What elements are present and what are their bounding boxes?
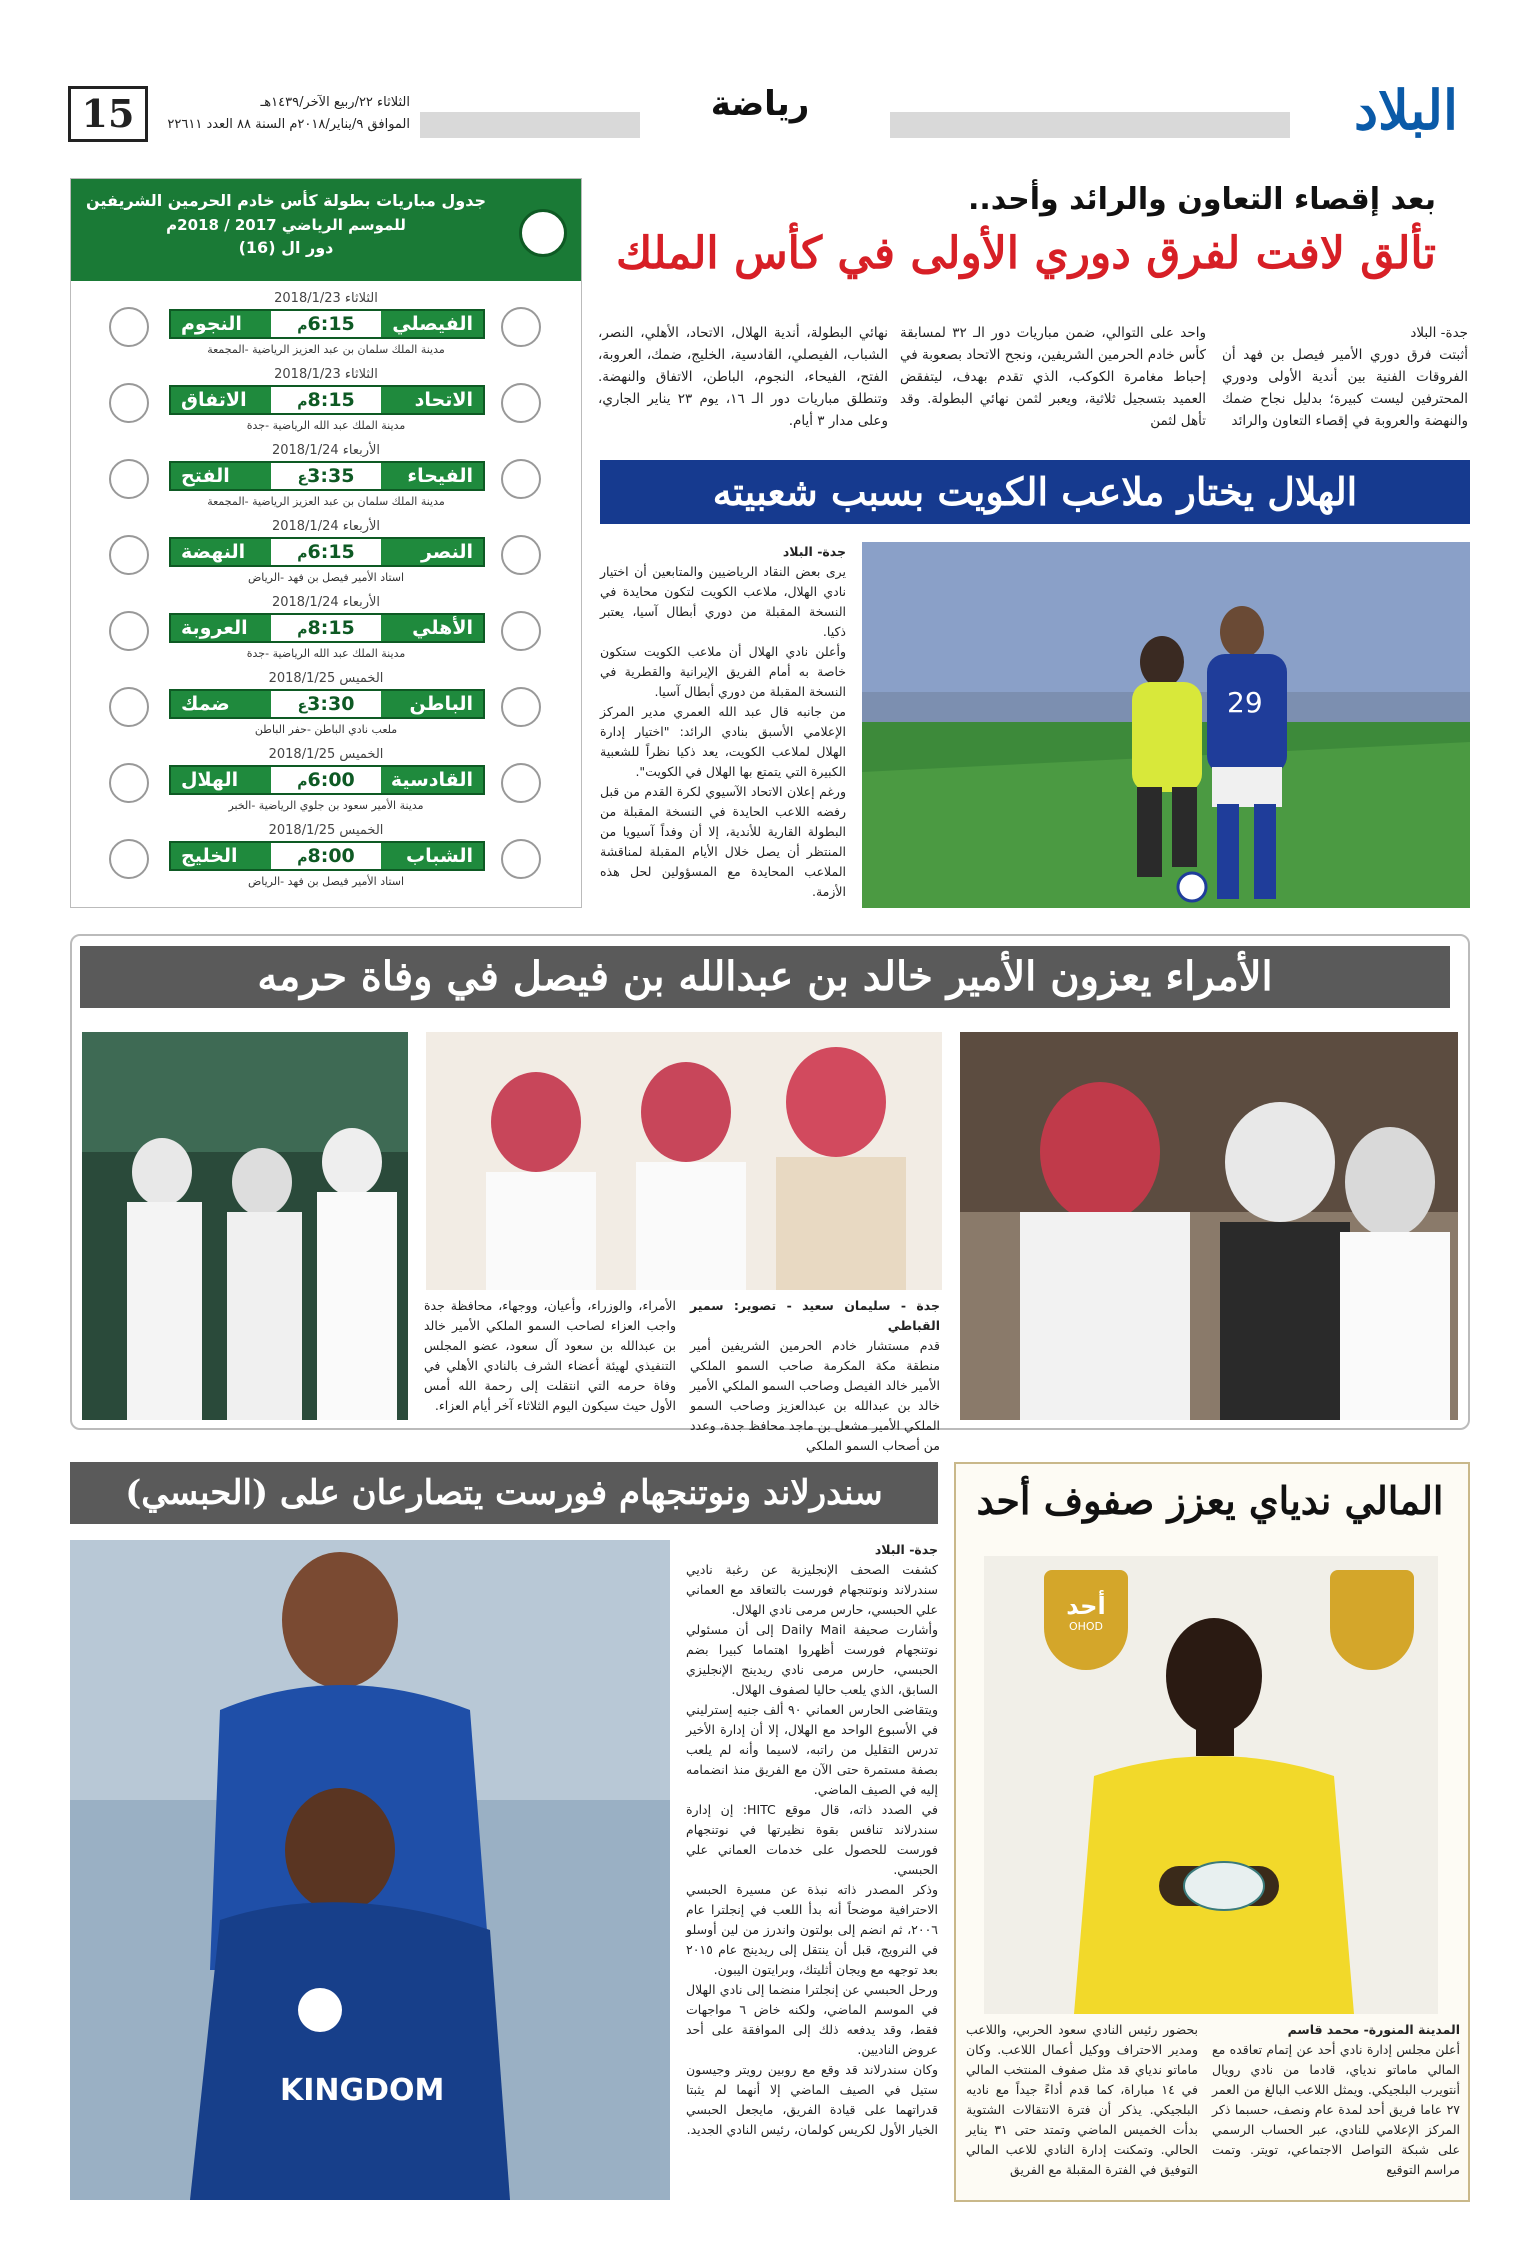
schedule-header <box>71 179 581 281</box>
away-team: العروبة <box>181 617 248 639</box>
match-date: الخميس 2018/1/25 <box>268 823 384 838</box>
match-venue: مدينة الملك سلمان بن عبد العزيز الرياضية -المجمعة <box>207 495 445 508</box>
lead-col-3: نهائي البطولة، أندية الهلال، الاتحاد، الأهلي، النصر، الشباب، الفيصلي، القادسية، الخليج، ضمك، العروبة، الفتح، الفيحاء، النجوم، الباطن، الاتفاق والنهضة. وتنطلق مباريات دور الـ ١٦، يوم ٢٣ يناير الجاري، وعلى مدار ٣ أيام. <box>598 325 889 429</box>
ndiaye-col-2: بحضور رئيس النادي سعود الحربي، واللاعب ومدير الاحتراف ووكيل أعمال اللاعب. وكان ماماتو ندياي قد مثل صفوف المنتخب المالي في ١٤ مباراة، كما قدم أداءً جيداً مع ناديه البلجيكي. يذكر أن فترة الانتقالات الشتوية بدأت الخميس الماضي وتمتد حتى ٣١ يناير الحالي. وتمكنت إدارة النادي للاعب المالي التوفيق في الفترة المقبلة مع الفريق <box>966 2022 1198 2177</box>
hilal-photo <box>862 542 1470 908</box>
away-team: الفتح <box>181 465 230 487</box>
match-bar <box>169 841 485 871</box>
schedule-round: دور ال (16) <box>238 238 334 257</box>
match-date: الخميس 2018/1/25 <box>268 671 384 686</box>
date-line <box>160 92 410 136</box>
newspaper-logo: البلاد <box>1353 78 1458 142</box>
players-celebrating-image <box>70 1540 670 2200</box>
condolence-headline: الأمراء يعزون الأمير خالد بن عبدالله بن فيصل في وفاة حرمه <box>80 946 1450 1008</box>
hilal-byline: جدة- البلاد <box>782 544 846 559</box>
match-venue: استاد الأمير فيصل بن فهد -الرياض <box>247 875 405 888</box>
match-row <box>71 291 581 365</box>
away-team: الخليج <box>181 845 238 867</box>
sunderland-headline: سندرلاند ونوتنجهام فورست يتصارعان على (الحبسي) <box>70 1462 938 1524</box>
match-row <box>71 519 581 593</box>
kickoff-time: 3:35 <box>307 465 355 487</box>
kickoff-ampm: ع <box>297 470 308 486</box>
date-hijri: الثلاثاء ٢٢/ربيع الآخر/١٤٣٩هـ <box>260 95 410 110</box>
football-match-image <box>862 542 1470 908</box>
away-team-crest-icon <box>109 611 149 651</box>
home-team-crest-icon <box>501 687 541 727</box>
sunderland-text: كشفت الصحف الإنجليزية عن رغبة ناديي سندرلاند ونوتنجهام فورست بالتعاقد مع العماني علي الحبسي، حارس مرمى نادي الهلال. وأشارت صحيفة Daily Mail إلى أن مسئولي نوتنجهام فورست أظهروا اهتماما كبيرا بضم الحبسي، حارس مرمى نادي ريدينج الإنجليزي السابق، الذي يلعب حاليا لصفوف الهلال. ويتقاضى الحارس العماني ٩٠ ألف جنيه إسترليني في الأسبوع الواحد مع الهلال، إلا أن إدارة الأخير تدرس التقليل من راتبه، لاسيما وأنه لم يلعب بصفة مستمرة حتى الآن مع الفريق منذ انضمامه إليه في الصيف الماضي. في الصدد ذاته، قال موقع HITC: إن إدارة سندرلاند تنافس بقوة نظيرتها في نوتنجهام فورست للحصول على خدمات العماني علي الحبسي. وذكر المصدر ذاته نبذة عن مسيرة الحبسي الاحترافية موضحاً أنه بدأ اللعب في إنجلترا عام ٢٠٠٦، ثم انضم إلى بولتون واندرز من لين أوسلو في النرويج، قبل أن ينتقل إلى ريدينج عام ٢٠١٥ بعد توجهه مع ويجان أثليتك، وبرايتون اليبون. ورحل الحبسي عن إنجلترا منضما إلى نادي الهلال في الموسم الماضي، ولكنه خاض ٦ مواجهات فقط، وقد يدفعه ذلك إلى الموافقة على أحد عروض الناديين. وكان سندرلاند قد وقع مع روبين رويتر وجيسون ستيل في الصيف الماضي إلا أنهما لم يثبتا قدراتهما على قيادة الفريق، مايجعل الحبسي الخيار الأول لكريس كولمان، رئيس النادي الجديد. <box>686 1562 938 2137</box>
match-time <box>271 691 381 717</box>
condolence-byline: جدة - سليمان سعيد - تصوير: سمير القباطي <box>690 1298 940 1333</box>
svg-text:29: 29 <box>1227 686 1263 719</box>
home-team-crest-icon <box>501 839 541 879</box>
home-team: الفيحاء <box>407 465 473 487</box>
player-figure <box>984 1556 1438 2014</box>
schedule-season: للموسم الرياضي 2017 / 2018م <box>166 216 406 234</box>
match-venue: مدينة الملك عبد الله الرياضية -جدة <box>246 647 406 660</box>
away-team: ضمك <box>181 693 230 715</box>
match-date: الخميس 2018/1/25 <box>268 747 384 762</box>
condolence-photo-2 <box>426 1032 942 1290</box>
match-date: الثلاثاء 2018/1/23 <box>274 367 378 382</box>
badge-sub: OHOD <box>1068 1620 1104 1633</box>
match-row <box>71 443 581 517</box>
match-date: الأربعاء 2018/1/24 <box>271 443 381 458</box>
match-date: الثلاثاء 2018/1/23 <box>274 291 378 306</box>
lead-col-1: جدة- البلاد أثبتت فرق دوري الأمير فيصل بن فهد أن الفروقات الفنية بين أندية الأولى ودوري المحترفين ليست كبيرة؛ بدليل نجاح ضمك والنهضة والعروبة في إقصاء التعاون والرائد <box>1222 325 1468 429</box>
header-rule-left <box>420 112 640 138</box>
away-team: النجوم <box>181 313 242 335</box>
away-team-crest-icon <box>109 687 149 727</box>
condolence-text-1: قدم مستشار خادم الحرمين الشريفين أمير منطقة مكة المكرمة صاحب السمو الملكي الأمير خالد الفيصل وصاحب السمو الملكي الأمير خالد بن عبدالله بن عبدالعزيز وصاحب السمو الملكي الأمير مشعل بن ماجد محافظ جدة، وعدد من أصحاب السمو الملكي <box>690 1338 940 1453</box>
match-venue: استاد الأمير فيصل بن فهد -الرياض <box>247 571 405 584</box>
match-date: الأربعاء 2018/1/24 <box>271 519 381 534</box>
svg-text:KINGDOM: KINGDOM <box>280 2073 445 2108</box>
badge-text: أحد <box>1066 1592 1106 1620</box>
sunderland-body <box>686 1540 938 2140</box>
match-time <box>271 615 381 641</box>
schedule-box <box>70 178 582 908</box>
away-team: الاتفاق <box>181 389 247 411</box>
kickoff-time: 8:00 <box>307 845 355 867</box>
ndiaye-col-1 <box>1212 2020 1460 2180</box>
kickoff-ampm: م <box>297 546 308 562</box>
lead-col-2: واحد على التوالي، ضمن مباريات دور الـ ٣٢ لمسابقة كأس خادم الحرمين الشريفين، ونجح الاتحاد بصعوبة في إحباط مغامرة الكوكب، الذي تقدم بهدف، ليتفقض العميد بتسجيل ثلاثية، ويعبر لثمن نهائي البطولة. وقد تأهل لثمن <box>900 325 1206 429</box>
kickoff-time: 6:00 <box>307 769 355 791</box>
home-team: النصر <box>421 541 473 563</box>
condolence-caption-1 <box>690 1296 940 1456</box>
page-number: 15 <box>68 86 148 142</box>
home-team: الفيصلي <box>392 313 473 335</box>
match-bar <box>169 537 485 567</box>
hilal-text: يرى بعض النقاد الرياضيين والمتابعين أن اختيار نادي الهلال، ملاعب الكويت لتكون محايدة في النسخة المقبلة من دوري أبطال آسيا، يعتبر ذكيا. وأعلن نادي الهلال أن ملاعب الكويت ستكون خاصة به أمام الفريق الإيرانية والقطرية في النسخة المقبلة من دوري أبطال آسيا. من جانبه قال عبد الله العمري مدير المركز الإعلامي الأسبق بنادي الرائد: "اختيار إدارة الهلال لملاعب الكويت، يعد ذكيا نظراً للشعبية الكبيرة التي يتمتع بها الهلال في الكويت". ورغم إعلان الاتحاد الآسيوي لكرة القدم من قبل رفضه اللاعب الحايدة في النسخة المقبلة من البطولة القارية للأندية، إلا أن وفداً آسيويا من المنتظر أن يصل خلال الأيام المقبلة لمناقشة الملاعب المحايدة مع المسؤولين لحل هذه الأزمة. <box>600 564 846 899</box>
kickoff-ampm: م <box>297 774 308 790</box>
hilal-headline: الهلال يختار ملاعب الكويت بسبب شعبيته <box>600 460 1470 524</box>
kickoff-ampm: م <box>297 318 308 334</box>
match-bar <box>169 613 485 643</box>
away-team: النهضة <box>181 541 246 563</box>
away-team-crest-icon <box>109 383 149 423</box>
match-row <box>71 823 581 897</box>
home-team-crest-icon <box>501 763 541 803</box>
kickoff-ampm: م <box>297 850 308 866</box>
match-row <box>71 367 581 441</box>
match-bar <box>169 765 485 795</box>
away-team-crest-icon <box>109 535 149 575</box>
date-gregorian: الموافق ٩/يناير/٢٠١٨م السنة ٨٨ العدد ٢٢٦١١ <box>167 117 410 132</box>
schedule-title: جدول مباريات بطولة كأس خادم الحرمين الشريفين <box>86 191 486 210</box>
match-bar <box>169 309 485 339</box>
ndiaye-text-1: أعلن مجلس إدارة نادي أحد عن إتمام تعاقده مع المالي ماماتو ندياي، قادما من نادي رويال أنتويرب البلجيكي. ويمثل اللاعب البالغ من العمر ٢٧ عاما فريق أحد لمدة عام ونصف، حسبما ذكر المركز الإعلامي للنادي، عبر الحساب الرسمي على شبكة التواصل الاجتماعي، تويتر. وتمت مراسم التوقيع <box>1212 2042 1460 2177</box>
match-venue: مدينة الأمير سعود بن جلوي الرياضية -الخبر <box>228 799 424 812</box>
lead-kicker: بعد إقصاء التعاون والرائد وأحد.. <box>967 182 1436 217</box>
match-row <box>71 595 581 669</box>
match-bar <box>169 461 485 491</box>
kickoff-ampm: م <box>297 394 308 410</box>
lead-headline: تألق لافت لفرق دوري الأولى في كأس الملك <box>615 228 1436 279</box>
kickoff-time: 8:15 <box>307 617 355 639</box>
away-team-crest-icon <box>109 307 149 347</box>
kickoff-ampm: م <box>297 622 308 638</box>
sunderland-photo <box>70 1540 670 2200</box>
kickoff-time: 3:30 <box>307 693 355 715</box>
ndiaye-headline: المالي ندياي يعزز صفوف أحد <box>976 1478 1444 1523</box>
kickoff-time: 8:15 <box>307 389 355 411</box>
match-bar <box>169 385 485 415</box>
home-team-crest-icon <box>501 307 541 347</box>
away-team: الهلال <box>181 769 239 791</box>
condolence-caption-2: الأمراء، والوزراء، وأعيان، ووجهاء، محافظة جدة واجب العزاء لصاحب السمو الملكي الأمير خالد بن عبدالله بن سعود آل سعود، عضو المجلس التنفيذي لهيئة أعضاء الشرف بالنادي الأهلي في وفاة حرمه التي انتقلت إلى رحمة الله أمس الأول حيث سيكون اليوم الثلاثاء آخر أيام العزاء. <box>424 1298 676 1413</box>
ndiaye-byline: المدينة المنورة- محمد قاسم <box>1287 2022 1460 2037</box>
match-time <box>271 767 381 793</box>
away-team-crest-icon <box>109 763 149 803</box>
match-time <box>271 463 381 489</box>
home-team-crest-icon <box>501 459 541 499</box>
condolence-photo-3 <box>82 1032 408 1420</box>
home-team: الأهلي <box>412 617 473 639</box>
match-bar <box>169 689 485 719</box>
home-team: الباطن <box>409 693 473 715</box>
hilal-body <box>600 542 846 902</box>
kickoff-time: 6:15 <box>307 541 355 563</box>
kickoff-time: 6:15 <box>307 313 355 335</box>
away-team-crest-icon <box>109 839 149 879</box>
match-venue: مدينة الملك عبد الله الرياضية -جدة <box>246 419 406 432</box>
home-team: القادسية <box>390 769 473 791</box>
match-row <box>71 747 581 821</box>
condolence-photo-1 <box>960 1032 1458 1420</box>
home-team-crest-icon <box>501 383 541 423</box>
match-time <box>271 311 381 337</box>
home-team-crest-icon <box>501 535 541 575</box>
home-team: الاتحاد <box>414 389 473 411</box>
match-venue: ملعب نادي الباطن -حفر الباطن <box>254 723 398 736</box>
section-title: رياضة <box>710 84 810 124</box>
home-team: الشباب <box>406 845 473 867</box>
kickoff-ampm: ع <box>297 698 308 714</box>
match-venue: مدينة الملك سلمان بن عبد العزيز الرياضية -المجمعة <box>207 343 445 356</box>
match-date: الأربعاء 2018/1/24 <box>271 595 381 610</box>
home-team-crest-icon <box>501 611 541 651</box>
header-rule-right <box>890 112 1290 138</box>
match-time <box>271 843 381 869</box>
ndiaye-photo <box>984 1556 1438 2014</box>
match-time <box>271 539 381 565</box>
match-row <box>71 671 581 745</box>
away-team-crest-icon <box>109 459 149 499</box>
federation-logo-icon <box>519 209 567 257</box>
match-time <box>271 387 381 413</box>
sunderland-byline: جدة- البلاد <box>874 1542 938 1557</box>
